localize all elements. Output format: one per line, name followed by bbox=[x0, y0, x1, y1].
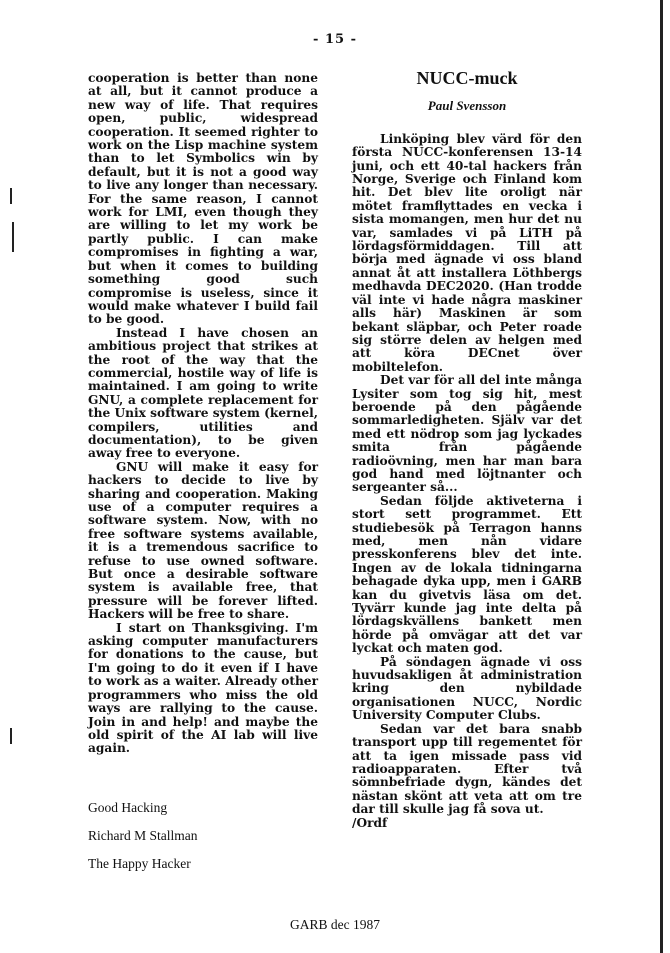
left-paragraph-4: I start on Thanksgiving. I'm asking computer manufacturers for donations to the cause, but I'm going to do it even if I have to work as a waiter. Already other programmers who miss the old ways are rallying to the cause. Join in and help! and maybe the old spirit of the AI lab will live again. bbox=[88, 620, 318, 756]
right-paragraph-3: Sedan följde aktiveterna i stort sett programmet. Ett studiebesök på Terragon hanns med, men nån vidare presskonferens blev det inte. Ingen av de lokala tidningarna behagade dyka upp, men i GARB kan du givetvis läsa om det. Tyvärr kunde jag inte delta på lördagskvällens bankett men hörde på omvägar att det var lyckat och maten god. bbox=[352, 493, 582, 656]
margin-mark-2 bbox=[12, 222, 14, 252]
right-paragraph-4: På söndagen ägnade vi oss huvudsakligen åt administration kring den nybildade organisationen NUCC, Nordic University Computer Clubs. bbox=[352, 654, 582, 723]
article-title: NUCC-muck bbox=[416, 68, 518, 88]
signoff-name: Richard M Stallman bbox=[88, 828, 198, 843]
margin-mark-3 bbox=[10, 728, 12, 744]
article-signature: /Ordf bbox=[352, 815, 388, 830]
left-paragraph-1: cooperation is better than none at all, but it cannot produce a new way of life. That requires open, public, widespread cooperation. It seemed righter to work on the Lisp machine system than to let Symbolics win by default, but it is not a good way to live any longer than necessary. For the same reason, I cannot work for LMI, even though they are willing to let my work be partly public. I can make compromises in fighting a war, but when it comes to building something good such compromise is useless, since it would make whatever I build fail to be good. bbox=[88, 71, 318, 327]
margin-mark-1 bbox=[10, 188, 12, 204]
signoff-greeting: Good Hacking bbox=[88, 800, 168, 815]
left-paragraph-2: Instead I have chosen an ambitious project that strikes at the root of the way that the commercial, hostile way of life is maintained. I am going to write GNU, a complete replacement for the Unix software system (kernel, compilers, utilities and documentation), to be given away free to everyone. bbox=[88, 325, 318, 461]
signoff-title: The Happy Hacker bbox=[88, 856, 191, 871]
article-body bbox=[352, 133, 582, 830]
right-paragraph-1: Linköping blev värd för den första NUCC-konferensen 13-14 juni, och ett 40-tal hackers från Norge, Sverige och Finland kom hit. Det blev lite oroligt när mötet framflyttades en vecka i sista momangen, men hur det nu var, samlades vi på LiTH på lördagsförmiddagen. Till att börja med ägnade vi oss bland annat åt att installera Löthbergs medhavda DEC2020. (Han trodde väl inte vi hade några maskiner alls här) Maskinen är som bekant släpbar, och Peter roade sig större delen av helgen med att köra DECnet över mobiltelefon. bbox=[352, 131, 582, 374]
right-paragraph-2: Det var för all del inte många Lysiter som tog sig hit, mest beroende på den pågående sommarledigheten. Själv var det med ett nödrop som jag lyckades smita från pågående radioövning, men har man bara god hand med löjtnanter och sergeanter så... bbox=[352, 373, 582, 495]
left-paragraph-3: GNU will make it easy for hackers to decide to live by sharing and cooperation. Making use of a computer requires a software system. Now, with no free software systems available, it is a tremendous sacrifice to refuse to use owned software. But once a desirable software system is available free, that pressure will be forever lifted. Hackers will be free to share. bbox=[88, 459, 318, 622]
right-column bbox=[352, 68, 582, 830]
left-column bbox=[88, 72, 318, 756]
margin-mark-right bbox=[660, 0, 663, 953]
page-number: - 15 - bbox=[313, 32, 357, 47]
footer: GARB dec 1987 bbox=[290, 917, 380, 932]
article-author: Paul Svensson bbox=[427, 98, 507, 114]
right-paragraph-5: Sedan var det bara snabb transport upp till regementet för att ta igen missade pass vid radioapparaten. Efter två sömnbefriade dygn, kändes det nästan skönt att veta att om tre dar till skulle jag få sova ut. bbox=[352, 721, 582, 817]
